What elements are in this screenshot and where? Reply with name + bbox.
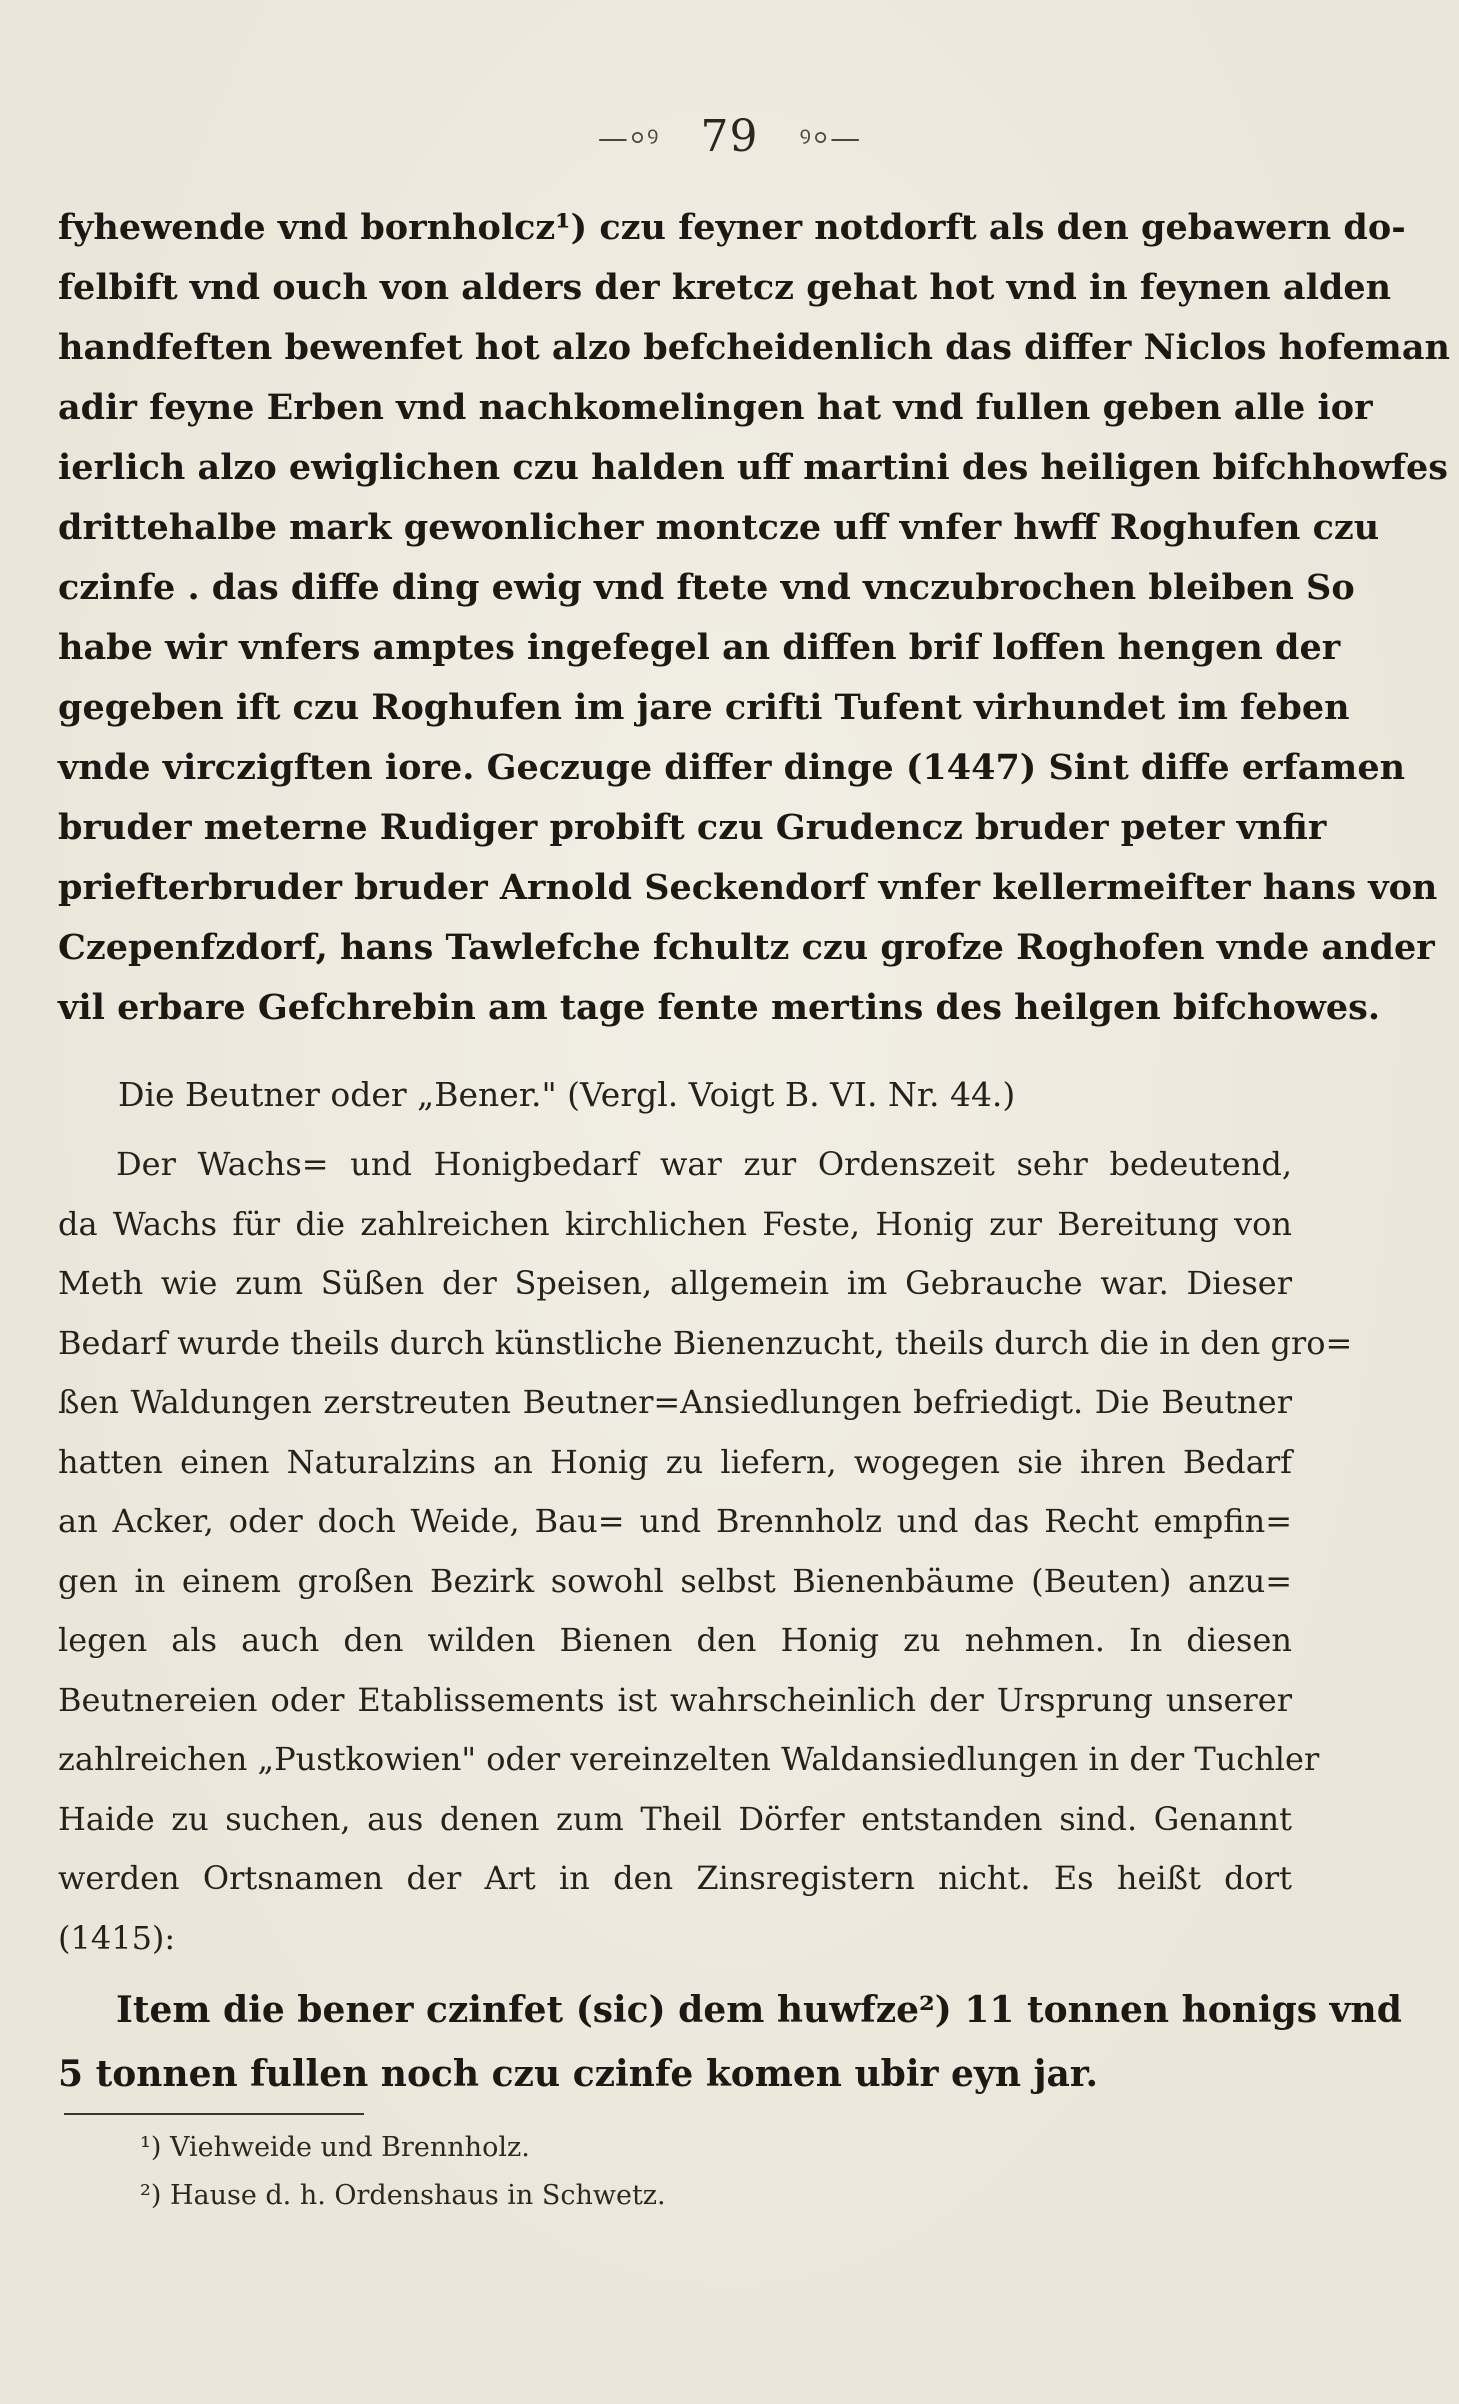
charter-text: [58, 198, 1450, 1038]
quote-line: 5 tonnen fullen noch czu czinfe komen ubir eyn jar.: [58, 2053, 1099, 2095]
footnote-1: ¹) Viehweide und Brennholz.: [140, 2132, 530, 2163]
charter-line: drittehalbe mark gewonlicher montcze uff vnfer hwff Roghufen czu: [58, 507, 1380, 548]
body-line: werden Ortsnamen der Art in den Zinsregistern nicht. Es heißt dort: [58, 1859, 1292, 1897]
footnotes: [140, 2124, 666, 2220]
charter-line: Czepenfzdorf, hans Tawlefche fchultz czu grofze Roghofen vnde ander: [58, 927, 1435, 968]
body-line: legen als auch den wilden Bienen den Honig zu nehmen. In diesen: [58, 1621, 1292, 1659]
footnote-2: ²) Hause d. h. Ordenshaus in Schwetz.: [140, 2180, 666, 2211]
charter-line: vnde virczigften iore. Geczuge differ dinge (1447) Sint diffe erfamen: [58, 747, 1406, 788]
body-paragraph: [58, 1135, 1353, 1968]
page-header: [0, 108, 1459, 162]
quoted-charter-excerpt: [58, 1978, 1402, 2106]
body-line: zahlreichen „Pustkowien" oder vereinzelten Waldansiedlungen in der Tuchler: [58, 1740, 1320, 1778]
body-line: gen in einem großen Bezirk sowohl selbst Bienenbäume (Beuten) anzu=: [58, 1561, 1292, 1600]
charter-line: czinfe . das diffe ding ewig vnd ftete vnd vnczubrochen bleiben So: [58, 567, 1355, 608]
header-ornament-right: ꝰ⸰—: [799, 121, 862, 156]
charter-line: adir feyne Erben vnd nachkomelingen hat vnd fullen geben alle ior: [58, 387, 1373, 428]
body-line: Beutnereien oder Etablissements ist wahrscheinlich der Ursprung unserer: [58, 1680, 1292, 1719]
section-heading: Die Beutner oder „Bener." (Vergl. Voigt B. VI. Nr. 44.): [118, 1075, 1016, 1114]
body-line: Der Wachs= und Honigbedarf war zur Ordenszeit sehr bedeutend,: [116, 1145, 1292, 1183]
charter-line: gegeben ift czu Roghufen im jare crifti Tufent virhundet im feben: [58, 687, 1350, 728]
charter-line: handfeften bewenfet hot alzo befcheidenlich das differ Niclos hofeman: [58, 327, 1450, 368]
header-ornament-left: —⸰ꝰ: [597, 121, 660, 156]
body-line: ßen Waldungen zerstreuten Beutner=Ansiedlungen befriedigt. Die Beutner: [58, 1383, 1292, 1421]
body-line: hatten einen Naturalzins an Honig zu liefern, wogegen sie ihren Bedarf: [58, 1442, 1292, 1481]
body-line: Haide zu suchen, aus denen zum Theil Dörfer entstanden sind. Genannt: [58, 1799, 1292, 1838]
charter-line: habe wir vnfers amptes ingefegel an diffen brif loffen hengen der: [58, 627, 1341, 668]
charter-line: bruder meterne Rudiger probift czu Grudencz bruder peter vnfir: [58, 807, 1327, 848]
body-line: Meth wie zum Süßen der Speisen, allgemein im Gebrauche war. Dieser: [58, 1264, 1292, 1302]
charter-line: priefterbruder bruder Arnold Seckendorf vnfer kellermeifter hans von: [58, 867, 1438, 908]
charter-line: ierlich alzo ewiglichen czu halden uff martini des heiligen bifchhowfes: [58, 447, 1448, 488]
footnote-divider: [64, 2113, 364, 2115]
charter-line: fyhewende vnd bornholcz¹) czu feyner notdorft als den gebawern do-: [58, 207, 1406, 248]
quote-line: Item die bener czinfet (sic) dem huwfze²) 11 tonnen honigs vnd: [116, 1989, 1402, 2031]
body-line: da Wachs für die zahlreichen kirchlichen Feste, Honig zur Bereitung von: [58, 1204, 1292, 1243]
body-line: an Acker, oder doch Weide, Bau= und Brennholz und das Recht empfin=: [58, 1502, 1292, 1540]
charter-line: vil erbare Gefchrebin am tage fente mertins des heilgen bifchowes.: [58, 987, 1381, 1028]
body-line: (1415):: [58, 1918, 176, 1957]
page-number: 79: [700, 111, 759, 162]
body-line: Bedarf wurde theils durch künstliche Bienenzucht, theils durch die in den gro=: [58, 1323, 1353, 1362]
charter-line: felbift vnd ouch von alders der kretcz gehat hot vnd in feynen alden: [58, 267, 1392, 308]
